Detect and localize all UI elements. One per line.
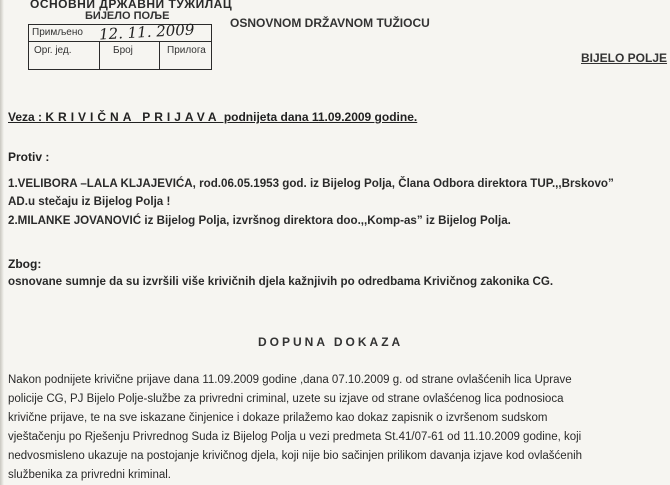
- stamp-institution-line2: БИЈЕЛО ПОЉЕ: [85, 10, 170, 22]
- stamp-attachment-label: Прилога: [167, 45, 206, 56]
- against-label: Protiv :: [8, 150, 50, 164]
- against-line-1: 1.VELIBORA –LALA KLJAJEVIĆA, rod.06.05.1953 god. iz Bijelog Polja, Člana Odbora direktora TUP.,,Brskovo”: [8, 177, 614, 190]
- received-stamp: [28, 20, 212, 70]
- body-paragraph: [8, 371, 663, 485]
- stamp-org-unit-label: Орг. јед.: [34, 45, 72, 56]
- section-heading: DOPUNA DOKAZA: [258, 335, 404, 349]
- recipient-city: BIJELO POLJE: [581, 51, 668, 65]
- subject-line: [8, 110, 417, 124]
- scan-edge-shadow: [0, 0, 4, 485]
- body-line: policije CG, PJ Bijelo Polje-službe za privredni criminal, uzete su izjave od strane ovlašćenog lica podnosioca: [8, 393, 564, 405]
- stamp-column-divider-2: [159, 41, 160, 69]
- body-line: nedvosmisleno ukazuje na postojanje krivičnog djela, koji nije bio sačinjen prilikom davanja izjave kod ovlašćenih: [8, 450, 583, 462]
- body-line: krivične prijave, te na sve iskazane činjenice i dokaze prilažemo kao dokaz zapisnik o izvršenom sudskom: [8, 412, 548, 424]
- subject-doc-type: KRIVIČNA PRIJAVA: [45, 110, 221, 124]
- stamp-column-divider-1: [99, 41, 100, 69]
- stamp-number-label: Број: [113, 45, 133, 56]
- against-line-2: AD.u stečaju iz Bijelog Polja !: [8, 195, 171, 208]
- against-line-3: 2.MILANKE JOVANOVIĆ iz Bijelog Polja, izvršnog direktora doo.,,Komp-as” iz Bijelog Polja.: [8, 214, 511, 227]
- stamp-institution-line1: ОСНОВНИ ДРЖАВНИ ТУЖИЛАЦ: [30, 0, 233, 11]
- stamp-received-date: 12. 11. 2009: [98, 20, 195, 44]
- reason-label: Zbog:: [8, 257, 42, 271]
- subject-prefix: Veza :: [8, 110, 46, 124]
- body-line: Nakon podnijete krivične prijave dana 11.09.2009 godine ,dana 07.10.2009 g. od strane ovlašćenih lica Uprave: [8, 374, 572, 386]
- reason-text: osnovane sumnje da su izvršili više krivičnih djela kažnjivih po odredbama Krivičnog zakonika CG.: [8, 275, 554, 288]
- stamp-divider: [29, 41, 211, 42]
- subject-suffix: podnijeta dana 11.09.2009 godine.: [220, 110, 418, 124]
- body-line: vještačenju po Rješenju Privrednog Suda iz Bijelog Polja u vezi predmeta St.41/07-61 od 11.10.2009 godine, koji: [8, 431, 582, 443]
- stamp-received-label: Примљено: [32, 27, 83, 38]
- recipient-title: OSNOVNOM DRŽAVNOM TUŽIOCU: [230, 16, 430, 30]
- body-line: službenika za privredni kriminal.: [8, 469, 171, 481]
